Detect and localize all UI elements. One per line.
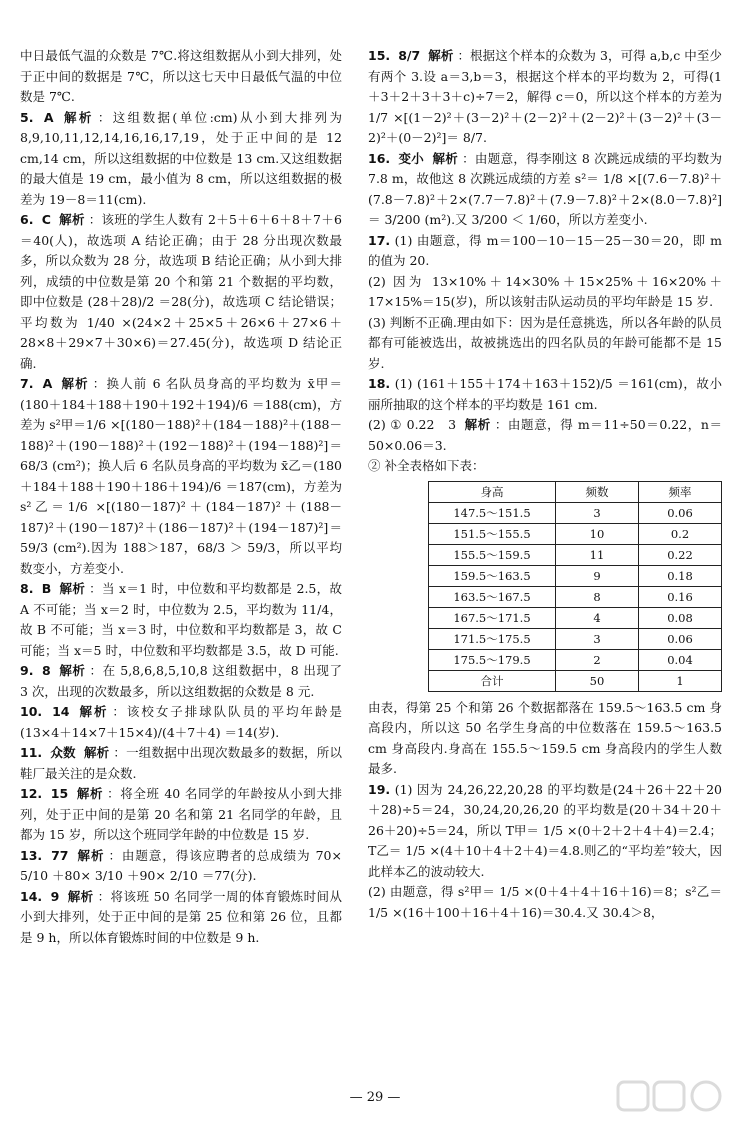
answer-choice: 8 [42, 663, 51, 678]
analysis-text: ：当 x＝1 时，中位数和平均数都是 2.5，故 A 不可能；当 x＝2 时，中位数为 2.5，平均数为 11/4，故 B 不可能；当 x＝3 时，中位数和平均数都是 3，故 C 可能；当 x＝5 时，中位数和平均数都是 3.5，故 D 可能. [20, 581, 342, 658]
answer-choice: 77 [51, 847, 69, 863]
column-header: 频数 [556, 481, 639, 502]
analysis-label: 解析 [61, 376, 89, 391]
answer-17 [368, 231, 722, 375]
left-column [20, 46, 342, 948]
table-conclusion: 由表，得第 25 个和第 26 个数据都落在 159.5～163.5 cm 身高段内，所以这 50 名学生身高的中位数落在 159.5～163.5 cm 身高段内.身高在 155.5～159.5 cm 身高段内的学生人数最多. [368, 699, 722, 776]
question-number: 11. [20, 745, 43, 760]
page-number: — 29 — [349, 1090, 401, 1105]
analysis-text: ：将该班 50 名同学一周的体育锻炼时间从小到大排列，处于正中间的是第 25 位和第 26 位，且都是 9 h，所以体育锻炼时间的中位数是 9 h. [20, 888, 342, 945]
question-number: 18. [368, 376, 391, 391]
answer-choice: A [42, 376, 53, 391]
answer-choice: C [41, 212, 51, 227]
answer-choice: 15 [50, 786, 69, 801]
answer-9 [20, 661, 342, 702]
right-column [368, 46, 722, 923]
analysis-label: 解析 [59, 581, 86, 596]
table-row: 175.5～179.5 2 0.04 [429, 649, 722, 670]
answer-8 [20, 579, 342, 661]
analysis-label: 解析 [432, 150, 459, 166]
analysis-label: 解析 [67, 888, 94, 904]
watermark-logo-icon [616, 1076, 726, 1116]
part-1-text: (1) 因为 24,26,22,20,28 的平均数是(24＋26＋22＋20＋28)÷5＝24，30,24,20,26,20 的平均数是(20＋34＋20＋26＋20)÷5＝24，所以 T甲＝ 1/5 ×(0＋2＋2＋4＋4)＝2.4；T乙＝ 1/5 ×(4＋10＋4＋2＋4)＝4.8.则乙的“平均差”较大，因此样本乙的波动较大. [368, 781, 722, 879]
question-number: 19. [368, 781, 391, 797]
part-1-text: (1) (161＋155＋174＋163＋152)/5 ＝161(cm)，故小丽所抽取的这个样本的平均数是 161 cm. [368, 376, 722, 412]
answer-choice: 14 [52, 704, 70, 719]
answer-18 [368, 374, 722, 780]
table-row: 163.5～167.5 8 0.16 [429, 586, 722, 607]
table-total-row: 合计 50 1 [429, 670, 722, 691]
analysis-text: ：该校女子排球队队员的平均年龄是 (13×4＋14×7＋15×4)/(4＋7＋4) ＝14(岁). [20, 704, 342, 740]
part-2-text: (2) 因为 13×10%＋14×30%＋15×25%＋16×20%＋17×15%＝15(岁)，所以该射击队运动员的平均年龄是 15 岁. [368, 273, 722, 309]
answer-12 [20, 784, 342, 846]
answer-choice: B [41, 581, 52, 596]
analysis-label: 解析 [79, 704, 109, 719]
question-number: 7. [20, 376, 34, 391]
table-row: 155.5～159.5 11 0.22 [429, 544, 722, 565]
answer-choice: A [43, 109, 54, 125]
answer-14 [20, 887, 342, 949]
question-number: 14. [20, 888, 43, 904]
analysis-label: 解析 [59, 663, 86, 678]
analysis-label: 解析 [63, 109, 94, 125]
frequency-table [428, 481, 722, 692]
analysis-label: 解析 [83, 745, 110, 760]
analysis-text: ：在 5,8,6,8,5,10,8 这组数据中，8 出现了 3 次，出现的次数最多，所以这组数据的众数是 8 元. [20, 663, 342, 699]
analysis-text: ：根据这个样本的众数为 3，可得 a,b,c 中至少有两个 3.设 a＝3,b＝3，根据这个样本的平均数为 2，可得(1＋3＋2＋3＋3＋c)÷7＝2，解得 c＝0，所以这个样本的方差为 1/7 ×[(1－2)²＋(3－2)²＋(2－2)²＋(2－2)²＋(3－2)²＋(3－2)²＋(0－2)²]＝ 8/7. [368, 48, 722, 145]
answer-19 [368, 780, 722, 924]
answer-6 [20, 210, 342, 374]
question-number: 8. [20, 581, 34, 596]
table-row: 151.5～155.5 10 0.2 [429, 523, 722, 544]
table-row: 171.5～175.5 3 0.06 [429, 628, 722, 649]
intro-paragraph: 中日最低气温的众数是 7℃.将这组数据从小到大排列，处于正中间的数据是 7℃，所以这七天中日最低气温的中位数是 7℃. [20, 48, 342, 104]
column-header: 身高 [429, 481, 556, 502]
question-number: 12. [20, 786, 43, 801]
analysis-text: ：由题意，得 m＝11÷50＝0.22，n＝50×0.06＝3. [368, 417, 722, 453]
question-number: 9. [20, 663, 34, 678]
question-number: 16. [368, 150, 391, 166]
question-number: 15. [368, 48, 391, 63]
question-number: 5. [20, 109, 34, 125]
answer-10 [20, 702, 342, 743]
answer-5 [20, 108, 342, 211]
answer-15 [368, 46, 722, 149]
analysis-text: ：这组数据(单位:cm)从小到大排列为 8,9,10,11,12,14,16,16,17,19，处于正中间的是 12 cm,14 cm，所以这组数据的中位数是 13 cm.又这组数据的最大值是 19 cm，最小值为 8 cm，所以这组数据的极差为 19－8＝11(cm). [20, 109, 342, 207]
part-1-text: (1) 由题意，得 m＝100－10－15－25－30＝20，即 m 的值为 20. [368, 232, 722, 268]
answer-value: 8/7 [398, 48, 421, 63]
answer-13 [20, 846, 342, 887]
table-intro: ② 补全表格如下表： [368, 458, 485, 473]
analysis-text: ：换人前 6 名队员身高的平均数为 x̄甲＝(180＋184＋188＋190＋192＋194)/6 ＝188(cm)，方差为 s²甲＝1/6 ×[(180－188)²＋(184－188)²＋(188－188)²＋(190－188)²＋(192－188)²＋(194－188)²]＝68/3 (cm²)；换人后 6 名队员身高的平均数为 x̄乙＝(180＋184＋188＋190＋186＋194)/6 ＝187(cm)，方差为 s²乙＝1/6 ×[(180－187)²＋(184－187)²＋(188－187)²＋(190－187)²＋(186－187)²＋(194－187)²]＝59/3 (cm²).因为 188＞187，68/3 ＞ 59/3，所以平均数变小，方差变小. [20, 376, 342, 576]
answer-choice: 众数 [50, 745, 76, 760]
analysis-label: 解析 [464, 417, 491, 432]
part-3-text: (3) 判断不正确.理由如下：因为是任意挑选，所以各年龄的队员都有可能被选出，故被挑选出的四名队员的年龄可能都不是 15 岁. [368, 314, 722, 371]
question-number: 10. [20, 704, 43, 719]
analysis-label: 解析 [428, 48, 454, 63]
answer-7 [20, 374, 342, 579]
question-number: 6. [20, 212, 34, 227]
question-number: 17. [368, 232, 391, 248]
table-row: 147.5～151.5 3 0.06 [429, 502, 722, 523]
column-header: 频率 [639, 481, 722, 502]
analysis-text: ：一组数据中出现次数最多的数据，所以鞋厂最关注的是众数. [20, 745, 342, 781]
analysis-text: ：由题意，得该应聘者的总成绩为 70× 5/10 ＋80× 3/10 ＋90× 2/10 ＝77(分). [20, 847, 342, 883]
analysis-label: 解析 [77, 847, 105, 863]
analysis-text: ：将全班 40 名同学的年龄按从小到大排列，处于正中间的是第 20 名和第 21 名同学的年龄，且都为 15 岁，所以这个班同学年龄的中位数是 15 岁. [20, 786, 342, 842]
answer-11 [20, 743, 342, 784]
answer-value: 变小 [398, 150, 425, 166]
analysis-text: ：由题意，得李刚这 8 次跳远成绩的平均数为 7.8 m，故他这 8 次跳远成绩的方差 s²＝ 1/8 ×[(7.6－7.8)²＋(7.8－7.8)²＋2×(7.7－7.8)²＋(7.9－7.8)²＋2×(8.0－7.8)²]＝ 3/200 (m²).又 3/200 ＜ 1/60，所以方差变小. [368, 150, 722, 227]
analysis-label: 解析 [59, 212, 85, 227]
table-row: 159.5～163.5 9 0.18 [429, 565, 722, 586]
question-number: 13. [20, 847, 43, 863]
part-2-text: (2) 由题意，得 s²甲＝ 1/5 ×(0＋4＋4＋16＋16)＝8；s²乙＝ 1/5 ×(16＋100＋16＋4＋16)＝30.4.又 30.4＞8， [368, 884, 722, 920]
analysis-label: 解析 [76, 786, 104, 801]
answer-choice: 9 [50, 888, 60, 904]
table-row: 167.5～171.5 4 0.08 [429, 607, 722, 628]
analysis-text: ：该班的学生人数有 2＋5＋6＋6＋8＋7＋6＝40(人)，故选项 A 结论正确；由于 28 分出现次数最多，所以众数为 28 分，故选项 B 结论正确；从小到大排列，成绩的中位数是第 20 个和第 21 个数据的平均数，即中位数是 (28＋28)/2 ＝28(分)，故选项 C 结论错误；平均数为 1/40 ×(24×2＋25×5＋26×6＋27×6＋28×8＋29×7＋30×6)＝27.45(分)，故选项 D 结论正确. [20, 212, 342, 371]
part-2-answer: (2) ① 0.22 3 [368, 417, 457, 432]
answer-16 [368, 149, 722, 231]
